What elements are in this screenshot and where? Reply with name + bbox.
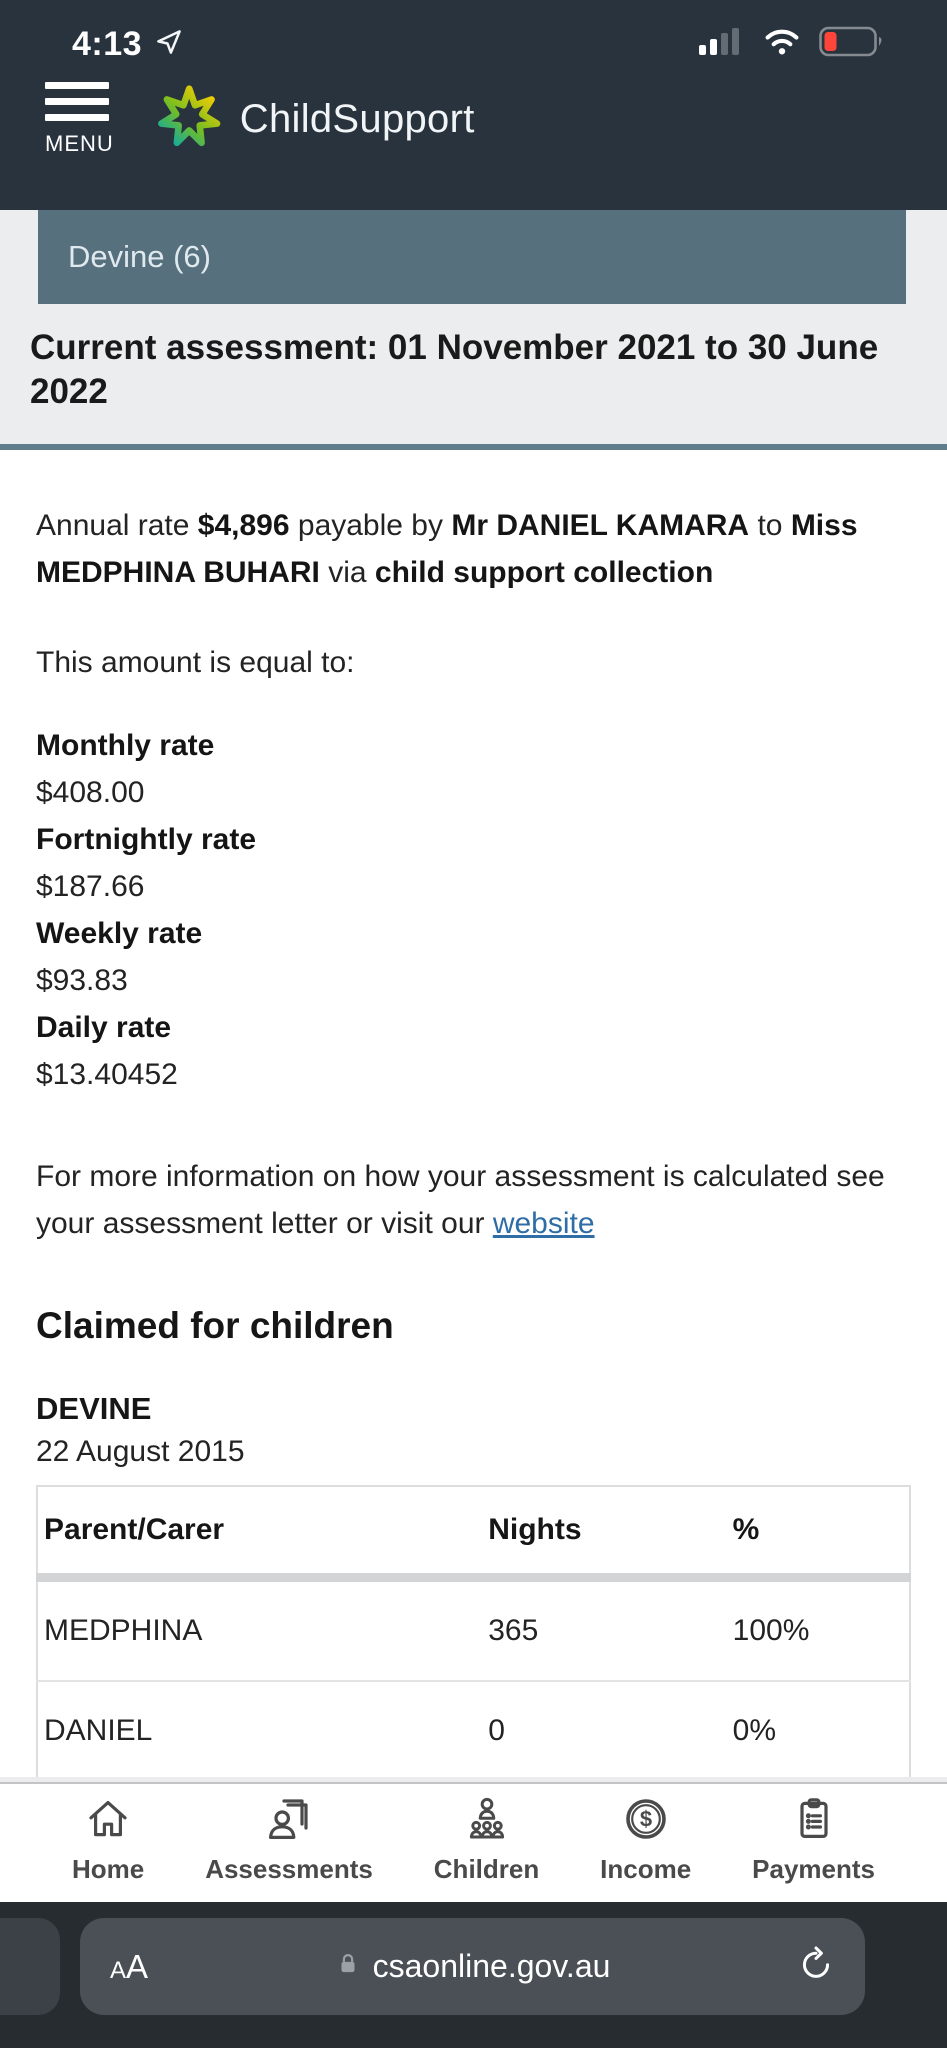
table-row (37, 1681, 910, 1781)
cell-nights: 0 (488, 1714, 505, 1747)
annual-text: Annual rate (36, 509, 198, 542)
url-row (0, 1918, 947, 2015)
payee-name: Miss MEDPHINA BUHARI (36, 509, 858, 589)
annual-text: via (319, 556, 375, 589)
brand-name: ChildSupport (239, 97, 475, 141)
rate-label: Daily rate (36, 1011, 172, 1044)
reader-options-button[interactable] (110, 1948, 148, 1986)
equal-to-line: This amount is equal to: (36, 646, 355, 679)
brand-logo[interactable] (156, 84, 475, 155)
cell-parent: MEDPHINA (37, 1578, 482, 1682)
home-icon (84, 1795, 132, 1848)
rate-value: $187.66 (36, 870, 145, 903)
nav-item-payments[interactable] (752, 1795, 875, 1885)
svg-text:$: $ (639, 1806, 652, 1832)
nav-label-payments: Payments (752, 1854, 875, 1884)
cell-parent: DANIEL (44, 1714, 153, 1747)
address-bar[interactable] (80, 1918, 865, 2015)
lock-icon (335, 1949, 361, 1984)
child-tab-strip (0, 210, 947, 304)
child-dob: 22 August 2015 (36, 1435, 245, 1468)
nav-item-children[interactable] (434, 1795, 539, 1885)
url-text: csaonline.gov.au (372, 1948, 611, 1984)
cell-percent: 100% (727, 1578, 910, 1682)
info-text: For more information on how your assessment is calculated see your assessment letter or visit our (36, 1160, 885, 1240)
children-icon (463, 1795, 511, 1848)
page-title-period: 01 November 2021 to 30 June 2022 (30, 328, 879, 411)
status-time: 4:13 (72, 24, 143, 63)
claimed-for-children-heading: Claimed for children (36, 1305, 394, 1346)
care-table (36, 1485, 911, 1782)
nav-item-home[interactable] (72, 1795, 144, 1885)
menu-bar-line (45, 114, 109, 121)
nav-label-children: Children (433, 1854, 540, 1884)
nav-item-assessments[interactable] (205, 1795, 373, 1885)
assessments-icon (265, 1795, 313, 1848)
rate-label: Weekly rate (36, 917, 203, 950)
rate-label: Fortnightly rate (36, 823, 257, 856)
battery-icon (819, 26, 885, 63)
page-title-prefix: Current assessment: (30, 328, 388, 367)
safari-chrome (0, 1902, 947, 2048)
nav-label-home: Home (72, 1854, 145, 1884)
tab-devine[interactable] (38, 210, 906, 304)
cellular-signal-icon (699, 27, 745, 62)
refresh-icon[interactable] (797, 1945, 835, 1988)
rate-value: $93.83 (36, 964, 128, 997)
col-header-parent-carer: Parent/Carer (37, 1486, 482, 1578)
tab-devine-label: Devine (6) (68, 239, 211, 274)
income-icon (622, 1795, 670, 1848)
payer-name: Mr DANIEL KAMARA (451, 509, 750, 542)
menu-bar-line (45, 98, 109, 105)
child-name: DEVINE (36, 1391, 152, 1426)
nav-label-assessments: Assessments (205, 1854, 373, 1884)
table-row (37, 1578, 910, 1682)
annual-text: payable by (289, 509, 452, 542)
menu-bar-line (45, 82, 109, 89)
app-header (0, 68, 947, 157)
annual-rate-paragraph (36, 450, 911, 596)
menu-label: MENU (45, 131, 114, 156)
previous-tab-stub[interactable] (0, 1918, 60, 2015)
info-paragraph (36, 1153, 911, 1247)
cell-percent: 0% (732, 1714, 777, 1747)
nav-item-income[interactable] (600, 1795, 691, 1885)
col-header-percent: % (727, 1486, 910, 1578)
app-top-chrome (0, 0, 947, 210)
website-link[interactable]: website (492, 1207, 595, 1240)
reader-label-large: A (126, 1947, 149, 1985)
reader-label-small: A (110, 1956, 127, 1984)
rate-label: Monthly rate (36, 729, 215, 762)
rate-value: $13.40452 (36, 1058, 178, 1091)
assessment-content (0, 450, 947, 1782)
annual-text: to (749, 509, 791, 542)
wifi-icon (761, 26, 803, 63)
rates-list (36, 722, 911, 1098)
safari-toolbar (0, 2015, 947, 2048)
annual-amount: $4,896 (197, 509, 290, 542)
collection-method: child support collection (374, 556, 714, 589)
col-header-nights: Nights (482, 1486, 726, 1578)
bottom-nav (0, 1782, 947, 1902)
rate-value: $408.00 (36, 776, 145, 809)
location-arrow-icon (154, 27, 184, 62)
assessment-heading-section (0, 304, 947, 444)
nav-label-income: Income (600, 1854, 692, 1884)
payments-icon (790, 1795, 838, 1848)
menu-button[interactable] (45, 82, 114, 157)
cell-nights: 365 (482, 1578, 726, 1682)
childsupport-star-icon (156, 84, 222, 155)
status-bar (0, 0, 947, 68)
page-title (30, 326, 917, 414)
care-table-header-row (37, 1486, 910, 1578)
